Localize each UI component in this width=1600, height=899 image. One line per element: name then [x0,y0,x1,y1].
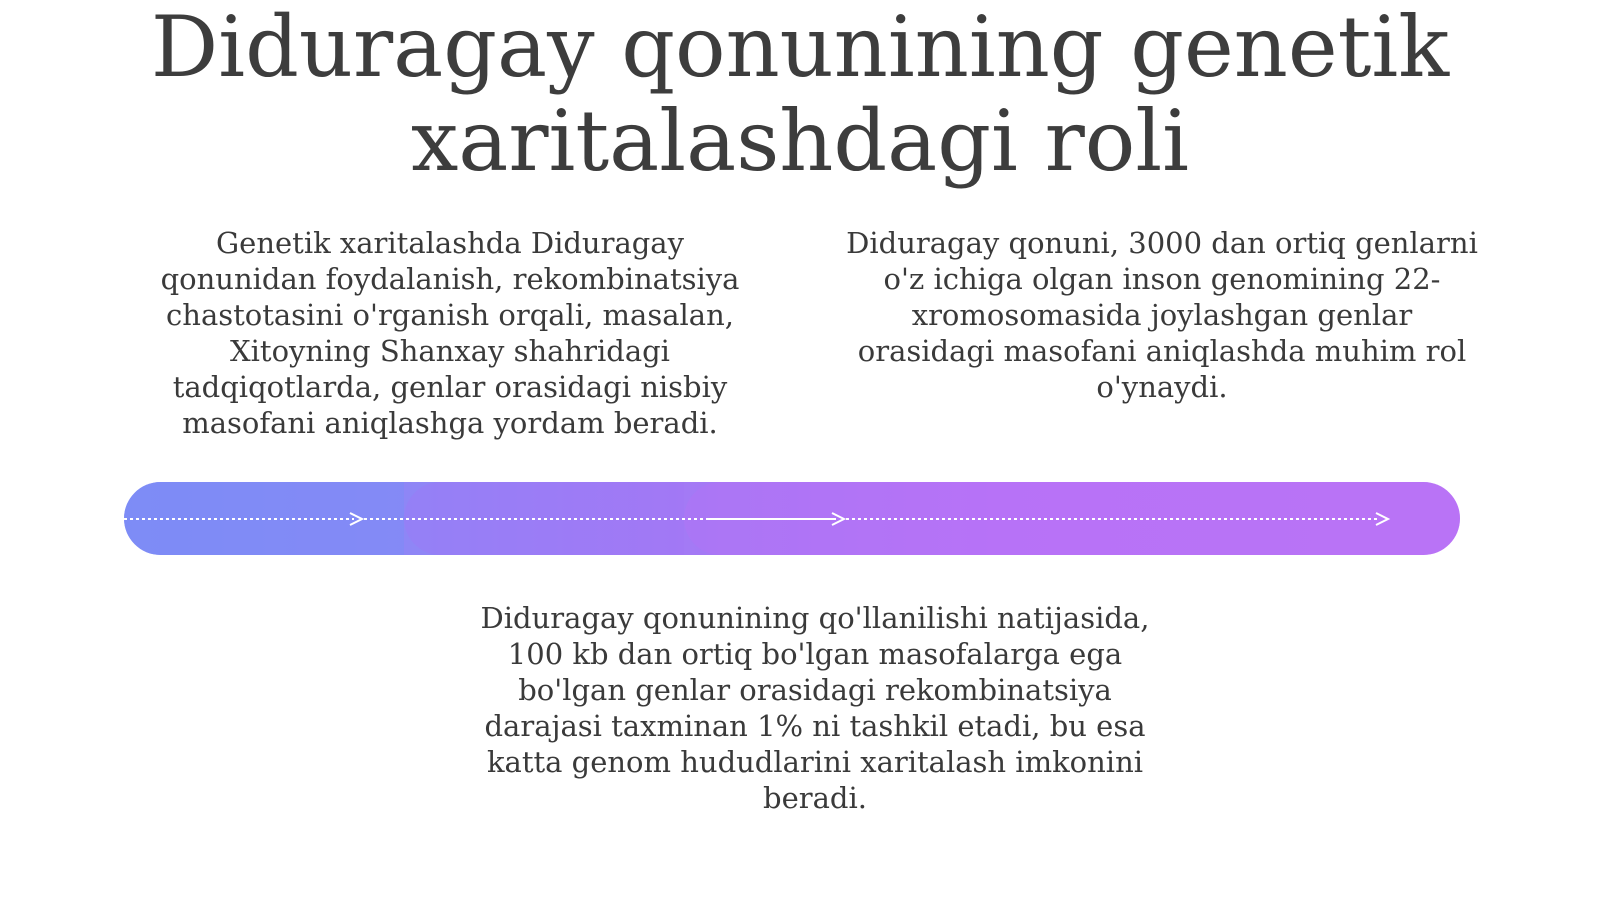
text-block-left: Genetik xaritalashda Diduragay qonunidan foydalanish, rekombinatsiya chastotasini o'rganish orqali, masalan, Xitoyning Shanxay shahridagi tadqiqotlarda, genlar orasidagi nisbiy masofani aniqlashga yordam beradi. [160,226,740,440]
arrow-right-icon [1376,513,1388,525]
slide-title: Diduragay qonunining genetik xaritalashdagi roli [150,0,1450,190]
arrow-right-icon [350,513,362,525]
timeline-arrows [124,482,1460,555]
text-block-bottom: Diduragay qonunining qo'llanilishi natijasida, 100 kb dan ortiq bo'lgan masofalarga ega bo'lgan genlar orasidagi rekombinatsiya darajasi taxminan 1% ni tashkil etadi, bu esa katta genom hududlarini xaritalash imkonini beradi. [480,601,1150,815]
text-block-right: Diduragay qonuni, 3000 dan ortiq genlarni o'z ichiga olgan inson genomining 22-xromosomasida joylashgan genlar orasidagi masofani aniqlashda muhim rol o'ynaydi. [846,226,1478,404]
timeline-bar [124,482,1460,555]
